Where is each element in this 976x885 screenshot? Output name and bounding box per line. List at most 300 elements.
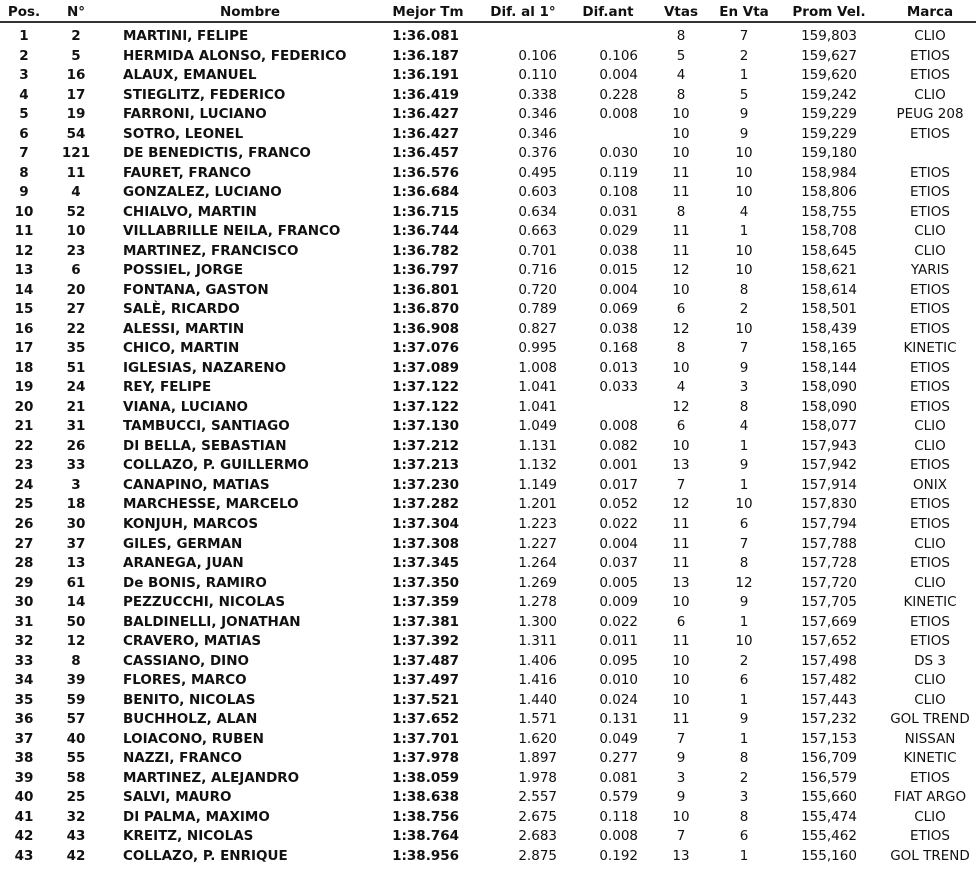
cell-pos: 7: [19, 145, 29, 162]
cell-dif-al-1: 1.201: [518, 496, 557, 513]
table-row: [0, 691, 976, 710]
cell-pos: 3: [19, 67, 29, 84]
cell-dif-ant: 0.119: [599, 164, 638, 181]
cell-number: 10: [66, 223, 86, 240]
cell-mejor-tm: 1:38.638: [392, 789, 459, 806]
cell-en-vta: 6: [739, 828, 749, 845]
cell-nombre: DI BELLA, SEBASTIAN: [123, 437, 287, 454]
cell-prom-vel: 156,579: [801, 769, 857, 786]
cell-nombre: SOTRO, LEONEL: [123, 125, 244, 142]
cell-mejor-tm: 1:37.230: [392, 476, 459, 493]
cell-mejor-tm: 1:37.359: [392, 594, 459, 611]
table-row: [0, 261, 976, 280]
cell-pos: 6: [19, 125, 29, 142]
cell-prom-vel: 158,645: [801, 242, 857, 259]
cell-en-vta: 7: [739, 340, 749, 357]
cell-nombre: De BONIS, RAMIRO: [123, 574, 267, 591]
cell-marca: CLIO: [914, 691, 946, 708]
cell-pos: 39: [14, 769, 34, 786]
cell-pos: 2: [19, 47, 29, 64]
cell-en-vta: 1: [739, 847, 749, 864]
cell-prom-vel: 157,153: [801, 730, 857, 747]
cell-number: 8: [71, 652, 81, 669]
cell-dif-ant: 0.008: [599, 828, 638, 845]
cell-number: 24: [66, 379, 86, 396]
cell-dif-ant: 0.037: [599, 555, 638, 572]
cell-pos: 23: [14, 457, 34, 474]
cell-dif-al-1: 1.269: [518, 574, 557, 591]
cell-mejor-tm: 1:36.427: [392, 125, 459, 142]
cell-mejor-tm: 1:38.764: [392, 828, 459, 845]
cell-mejor-tm: 1:36.684: [392, 184, 459, 201]
cell-marca: ETIOS: [910, 828, 950, 845]
cell-number: 23: [66, 242, 86, 259]
cell-mejor-tm: 1:37.304: [392, 516, 459, 532]
cell-prom-vel: 158,090: [801, 379, 857, 396]
cell-pos: 24: [14, 476, 34, 493]
cell-vtas: 10: [672, 437, 690, 454]
cell-vtas: 6: [676, 418, 686, 435]
cell-dif-ant: 0.131: [599, 711, 638, 728]
header-mejor-tm: Mejor Tm: [392, 4, 464, 20]
cell-marca: ETIOS: [910, 281, 950, 298]
cell-en-vta: 9: [739, 711, 749, 728]
table-row: [0, 808, 976, 827]
cell-number: 26: [66, 437, 86, 454]
cell-number: 43: [66, 828, 86, 845]
cell-dif-al-1: 1.041: [518, 398, 557, 415]
cell-number: 35: [66, 340, 86, 357]
cell-marca: CLIO: [914, 223, 946, 240]
cell-number: 14: [66, 594, 86, 611]
header-dif-al-1: Dif. al 1°: [490, 4, 556, 20]
cell-number: 30: [66, 516, 86, 532]
cell-dif-al-1: 0.789: [518, 301, 557, 318]
cell-nombre: BENITO, NICOLAS: [123, 691, 256, 708]
cell-vtas: 8: [676, 86, 686, 103]
cell-mejor-tm: 1:37.381: [392, 613, 459, 630]
cell-mejor-tm: 1:37.652: [392, 711, 459, 728]
header-nombre: Nombre: [219, 4, 281, 20]
cell-marca: KINETIC: [903, 594, 957, 611]
header-marca: Marca: [906, 4, 954, 20]
cell-dif-ant: 0.030: [599, 145, 638, 162]
cell-marca: ETIOS: [910, 613, 950, 630]
cell-dif-al-1: 0.995: [518, 340, 557, 357]
cell-dif-ant: 0.108: [599, 184, 638, 201]
cell-number: 20: [66, 281, 86, 298]
cell-dif-ant: 0.022: [599, 613, 638, 630]
cell-mejor-tm: 1:37.497: [392, 672, 459, 689]
cell-en-vta: 9: [739, 125, 749, 142]
cell-marca: ETIOS: [910, 184, 950, 201]
table-row: [0, 86, 976, 105]
cell-number: 51: [66, 359, 86, 376]
cell-marca: ETIOS: [910, 164, 950, 181]
cell-dif-ant: 0.038: [599, 320, 638, 337]
cell-dif-ant: 0.022: [599, 516, 638, 532]
cell-prom-vel: 157,794: [801, 516, 857, 532]
cell-prom-vel: 159,229: [801, 106, 857, 123]
cell-prom-vel: 155,462: [801, 828, 857, 845]
cell-number: 52: [66, 203, 86, 220]
cell-marca: ETIOS: [910, 516, 950, 532]
cell-marca: KINETIC: [903, 340, 957, 357]
cell-vtas: 8: [676, 203, 686, 220]
cell-nombre: KREITZ, NICOLAS: [123, 828, 254, 845]
cell-mejor-tm: 1:36.457: [392, 145, 459, 162]
cell-dif-al-1: 0.106: [518, 47, 557, 64]
table-row: [0, 183, 976, 202]
cell-en-vta: 4: [739, 418, 749, 435]
table-row: [0, 574, 976, 593]
cell-dif-ant: 0.010: [599, 672, 638, 689]
cell-mejor-tm: 1:37.122: [392, 379, 459, 396]
cell-marca: ETIOS: [910, 555, 950, 572]
header-en-vta: En Vta: [719, 4, 769, 20]
cell-nombre: NAZZI, FRANCO: [123, 750, 242, 767]
cell-nombre: MARCHESSE, MARCELO: [123, 496, 299, 513]
cell-number: 2: [71, 28, 81, 44]
cell-prom-vel: 158,501: [801, 301, 857, 318]
cell-dif-ant: 0.029: [599, 223, 638, 240]
cell-dif-ant: 0.008: [599, 418, 638, 435]
cell-nombre: HERMIDA ALONSO, FEDERICO: [123, 47, 347, 64]
cell-pos: 10: [14, 203, 34, 220]
cell-mejor-tm: 1:37.978: [392, 750, 459, 767]
cell-nombre: SALVI, MAURO: [123, 789, 232, 806]
cell-prom-vel: 157,728: [801, 555, 857, 572]
table-row: [0, 613, 976, 632]
cell-dif-ant: 0.081: [599, 769, 638, 786]
cell-number: 22: [66, 320, 86, 337]
cell-marca: CLIO: [914, 574, 946, 591]
cell-mejor-tm: 1:37.350: [392, 574, 459, 591]
header-divider: [0, 21, 976, 23]
cell-vtas: 7: [676, 476, 686, 493]
cell-dif-ant: 0.004: [599, 281, 638, 298]
cell-prom-vel: 157,830: [801, 496, 857, 513]
cell-dif-al-1: 0.716: [518, 262, 557, 279]
cell-pos: 19: [14, 379, 34, 396]
cell-dif-al-1: 1.223: [518, 516, 557, 532]
table-row: [0, 320, 976, 339]
table-row: [0, 359, 976, 378]
cell-prom-vel: 155,160: [801, 847, 857, 864]
cell-mejor-tm: 1:37.089: [392, 359, 459, 376]
cell-vtas: 10: [672, 808, 690, 825]
cell-marca: CLIO: [914, 808, 946, 825]
cell-vtas: 4: [676, 379, 686, 396]
cell-mejor-tm: 1:36.715: [392, 203, 459, 220]
cell-vtas: 13: [672, 457, 690, 474]
cell-number: 58: [66, 769, 86, 786]
cell-marca: ETIOS: [910, 47, 950, 64]
cell-pos: 36: [14, 711, 34, 728]
header-number: N°: [66, 4, 86, 20]
cell-nombre: BUCHHOLZ, ALAN: [123, 711, 258, 728]
cell-en-vta: 8: [739, 750, 749, 767]
cell-dif-ant: 0.082: [599, 437, 638, 454]
cell-dif-al-1: 0.603: [518, 184, 557, 201]
cell-mejor-tm: 1:36.908: [392, 320, 459, 337]
cell-nombre: ALAUX, EMANUEL: [123, 67, 257, 84]
table-row: [0, 730, 976, 749]
cell-nombre: REY, FELIPE: [123, 379, 212, 396]
cell-prom-vel: 157,914: [801, 476, 857, 493]
cell-dif-ant: 0.009: [599, 594, 638, 611]
cell-dif-ant: 0.192: [599, 847, 638, 864]
cell-nombre: VIANA, LUCIANO: [123, 398, 248, 415]
cell-dif-al-1: 1.264: [518, 555, 557, 572]
table-row: [0, 222, 976, 241]
cell-mejor-tm: 1:36.797: [392, 262, 459, 279]
table-row: [0, 749, 976, 768]
cell-number: 13: [66, 555, 86, 572]
cell-en-vta: 8: [739, 398, 749, 415]
cell-marca: CLIO: [914, 535, 946, 552]
cell-mejor-tm: 1:37.521: [392, 691, 459, 708]
cell-mejor-tm: 1:36.870: [392, 301, 459, 318]
cell-en-vta: 1: [739, 730, 749, 747]
cell-nombre: KONJUH, MARCOS: [123, 516, 259, 532]
cell-marca: ETIOS: [910, 496, 950, 513]
cell-dif-al-1: 0.376: [518, 145, 557, 162]
cell-nombre: DI PALMA, MAXIMO: [123, 808, 270, 825]
table-row: [0, 27, 976, 46]
cell-prom-vel: 159,803: [801, 28, 857, 44]
cell-vtas: 7: [676, 730, 686, 747]
cell-pos: 42: [14, 828, 34, 845]
cell-vtas: 11: [672, 164, 690, 181]
cell-marca: ETIOS: [910, 301, 950, 318]
cell-en-vta: 9: [739, 457, 749, 474]
cell-dif-al-1: 1.041: [518, 379, 557, 396]
cell-number: 31: [66, 418, 86, 435]
cell-en-vta: 10: [735, 184, 753, 201]
cell-mejor-tm: 1:37.213: [392, 457, 459, 474]
table-row: [0, 242, 976, 261]
cell-dif-ant: 0.011: [599, 633, 638, 650]
cell-dif-al-1: 1.008: [518, 359, 557, 376]
cell-dif-al-1: 1.406: [518, 652, 557, 669]
cell-vtas: 8: [676, 340, 686, 357]
cell-nombre: DE BENEDICTIS, FRANCO: [123, 145, 311, 162]
cell-pos: 1: [19, 28, 29, 44]
cell-prom-vel: 157,482: [801, 672, 857, 689]
cell-mejor-tm: 1:37.076: [392, 340, 459, 357]
cell-en-vta: 6: [739, 516, 749, 532]
cell-pos: 32: [14, 633, 34, 650]
table-row: [0, 378, 976, 397]
cell-en-vta: 3: [739, 379, 749, 396]
cell-vtas: 4: [676, 67, 686, 84]
cell-number: 6: [71, 262, 81, 279]
cell-nombre: CASSIANO, DINO: [123, 652, 249, 669]
cell-mejor-tm: 1:37.130: [392, 418, 459, 435]
cell-pos: 16: [14, 320, 34, 337]
cell-vtas: 10: [672, 145, 690, 162]
cell-pos: 25: [14, 496, 34, 513]
cell-dif-al-1: 0.663: [518, 223, 557, 240]
cell-pos: 22: [14, 437, 34, 454]
cell-dif-al-1: 1.416: [518, 672, 557, 689]
table-row: [0, 788, 976, 807]
cell-pos: 5: [19, 106, 29, 123]
cell-vtas: 9: [676, 750, 686, 767]
header-vtas: Vtas: [663, 4, 699, 20]
cell-prom-vel: 157,720: [801, 574, 857, 591]
cell-vtas: 11: [672, 516, 690, 532]
cell-pos: 8: [19, 164, 29, 181]
cell-nombre: MARTINEZ, ALEJANDRO: [123, 769, 300, 786]
table-row: [0, 300, 976, 319]
cell-number: 19: [66, 106, 86, 123]
cell-mejor-tm: 1:36.744: [392, 223, 459, 240]
cell-dif-al-1: 1.620: [518, 730, 557, 747]
cell-vtas: 7: [676, 828, 686, 845]
cell-marca: CLIO: [914, 672, 946, 689]
cell-dif-al-1: 0.701: [518, 242, 557, 259]
table-row: [0, 144, 976, 163]
cell-dif-ant: 0.004: [599, 67, 638, 84]
cell-dif-al-1: 1.571: [518, 711, 557, 728]
cell-prom-vel: 158,077: [801, 418, 857, 435]
cell-nombre: GILES, GERMAN: [123, 535, 243, 552]
cell-dif-al-1: 1.149: [518, 476, 557, 493]
cell-prom-vel: 157,652: [801, 633, 857, 650]
cell-marca: ETIOS: [910, 125, 950, 142]
cell-dif-ant: 0.031: [599, 203, 638, 220]
cell-nombre: STIEGLITZ, FEDERICO: [123, 86, 286, 103]
cell-nombre: COLLAZO, P. ENRIQUE: [123, 847, 288, 864]
table-row: [0, 339, 976, 358]
cell-vtas: 10: [672, 691, 690, 708]
cell-marca: ETIOS: [910, 633, 950, 650]
cell-pos: 9: [19, 184, 29, 201]
cell-en-vta: 1: [739, 67, 749, 84]
table-row: [0, 398, 976, 417]
cell-mejor-tm: 1:37.122: [392, 398, 459, 415]
cell-dif-al-1: 1.897: [518, 750, 557, 767]
cell-number: 39: [66, 672, 86, 689]
cell-en-vta: 3: [739, 789, 749, 806]
cell-prom-vel: 159,627: [801, 47, 857, 64]
cell-nombre: FLORES, MARCO: [123, 672, 247, 689]
cell-prom-vel: 157,788: [801, 535, 857, 552]
cell-number: 121: [61, 145, 91, 162]
cell-number: 50: [66, 613, 86, 630]
cell-en-vta: 9: [739, 106, 749, 123]
cell-pos: 29: [14, 574, 34, 591]
table-row: [0, 281, 976, 300]
cell-pos: 11: [14, 223, 34, 240]
cell-vtas: 11: [672, 535, 690, 552]
cell-prom-vel: 158,806: [801, 184, 857, 201]
cell-mejor-tm: 1:37.487: [392, 652, 459, 669]
cell-dif-ant: 0.049: [599, 730, 638, 747]
cell-vtas: 10: [672, 281, 690, 298]
cell-number: 3: [71, 476, 81, 493]
cell-marca: KINETIC: [903, 750, 957, 767]
cell-number: 16: [66, 67, 86, 84]
cell-nombre: POSSIEL, JORGE: [123, 262, 244, 279]
table-row: [0, 515, 976, 534]
cell-dif-al-1: 1.440: [518, 691, 557, 708]
cell-pos: 35: [14, 691, 34, 708]
cell-prom-vel: 157,705: [801, 594, 857, 611]
cell-mejor-tm: 1:37.282: [392, 496, 459, 513]
cell-nombre: FAURET, FRANCO: [123, 164, 252, 181]
cell-mejor-tm: 1:36.782: [392, 242, 459, 259]
cell-en-vta: 8: [739, 281, 749, 298]
cell-dif-ant: 0.038: [599, 242, 638, 259]
cell-pos: 37: [14, 730, 34, 747]
cell-dif-al-1: 0.338: [518, 86, 557, 103]
cell-prom-vel: 155,474: [801, 808, 857, 825]
cell-nombre: MARTINEZ, FRANCISCO: [123, 242, 299, 259]
cell-en-vta: 1: [739, 437, 749, 454]
cell-vtas: 6: [676, 613, 686, 630]
cell-marca: ETIOS: [910, 67, 950, 84]
cell-prom-vel: 156,709: [801, 750, 857, 767]
cell-mejor-tm: 1:38.059: [392, 769, 459, 786]
cell-mejor-tm: 1:38.756: [392, 808, 459, 825]
cell-pos: 26: [14, 516, 34, 532]
cell-nombre: TAMBUCCI, SANTIAGO: [123, 418, 290, 435]
cell-marca: ONIX: [913, 476, 947, 493]
cell-dif-ant: 0.005: [599, 574, 638, 591]
cell-vtas: 10: [672, 594, 690, 611]
table-row: [0, 495, 976, 514]
cell-en-vta: 4: [739, 203, 749, 220]
cell-nombre: BALDINELLI, JONATHAN: [123, 613, 301, 630]
cell-number: 32: [66, 808, 86, 825]
cell-prom-vel: 157,942: [801, 457, 857, 474]
cell-dif-al-1: 0.827: [518, 320, 557, 337]
cell-number: 5: [71, 47, 81, 64]
cell-mejor-tm: 1:36.187: [392, 47, 459, 64]
cell-nombre: CHICO, MARTIN: [123, 340, 240, 357]
cell-marca: CLIO: [914, 418, 946, 435]
cell-pos: 13: [14, 262, 34, 279]
table-row: [0, 437, 976, 456]
cell-marca: ETIOS: [910, 769, 950, 786]
cell-pos: 14: [14, 281, 34, 298]
cell-mejor-tm: 1:37.308: [392, 535, 459, 552]
cell-dif-ant: 0.052: [599, 496, 638, 513]
cell-prom-vel: 159,620: [801, 67, 857, 84]
table-row: [0, 593, 976, 612]
cell-marca: FIAT ARGO: [893, 789, 967, 806]
cell-en-vta: 2: [739, 769, 749, 786]
cell-en-vta: 7: [739, 28, 749, 44]
cell-dif-ant: 0.228: [599, 86, 638, 103]
cell-mejor-tm: 1:36.576: [392, 164, 459, 181]
cell-mejor-tm: 1:38.956: [392, 847, 459, 864]
cell-pos: 28: [14, 555, 34, 572]
cell-prom-vel: 158,090: [801, 398, 857, 415]
cell-mejor-tm: 1:36.427: [392, 106, 459, 123]
cell-dif-al-1: 0.346: [518, 106, 557, 123]
cell-nombre: ALESSI, MARTIN: [123, 320, 245, 337]
cell-mejor-tm: 1:36.419: [392, 86, 459, 103]
cell-number: 11: [66, 164, 86, 181]
cell-marca: GOL TREND: [890, 847, 970, 864]
cell-dif-al-1: 1.278: [518, 594, 557, 611]
cell-dif-al-1: 0.634: [518, 203, 557, 220]
cell-number: 17: [66, 86, 86, 103]
